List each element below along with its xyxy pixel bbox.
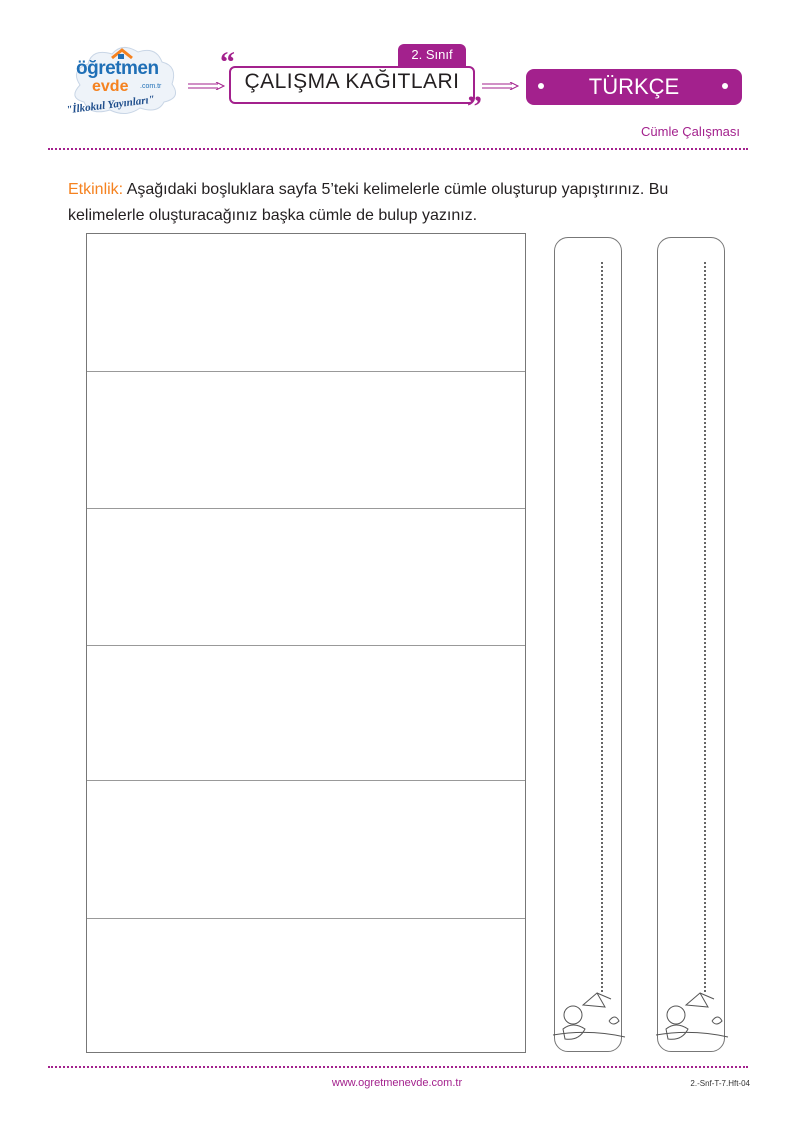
quote-open: “: [220, 46, 235, 79]
logo-wordmark-2: evde: [92, 78, 129, 95]
answer-row-divider: [87, 508, 525, 509]
logo-domain: .com.tr: [140, 83, 162, 90]
dotted-guide: [601, 262, 603, 992]
answer-row-divider: [87, 780, 525, 781]
instruction: [68, 177, 718, 229]
child-drawing-icon: [549, 985, 629, 1045]
bullet-dot: [538, 83, 544, 89]
answer-row-divider: [87, 645, 525, 646]
dotted-guide: [704, 262, 706, 992]
logo-wordmark: öğretmen: [76, 58, 159, 79]
page-title: ÇALIŞMA KAĞITLARI: [244, 70, 460, 93]
quote-close: ”: [467, 90, 482, 123]
instruction-label: Etkinlik:: [68, 181, 124, 198]
writing-strip[interactable]: [657, 237, 725, 1052]
logo-tagline: "İlkokul Yayınları": [65, 93, 156, 117]
grade-tab: 2. Sınıf: [398, 44, 466, 66]
subject-badge: TÜRKÇE: [526, 69, 742, 105]
footer-divider: [48, 1066, 748, 1068]
answer-row-divider: [87, 371, 525, 372]
child-drawing-icon: [652, 985, 732, 1045]
header-divider: [48, 148, 748, 150]
instruction-text: Aşağıdaki boşluklara sayfa 5’teki kelimelerle cümle oluşturup yapıştırınız. Bu kelimelerle oluşturacağınız başka cümle de bulup yazınız.: [68, 181, 669, 224]
double-arrow-icon: [482, 82, 520, 90]
bullet-dot: [722, 83, 728, 89]
double-arrow-icon: [188, 82, 226, 90]
footer-url[interactable]: www.ogretmenevde.com.tr: [331, 1077, 463, 1089]
answer-grid[interactable]: [86, 233, 526, 1053]
writing-strip[interactable]: [554, 237, 622, 1052]
footer-code: 2.-Snf-T-7.Hft-04: [690, 1079, 750, 1088]
topic-label: Cümle Çalışması: [641, 124, 740, 139]
answer-row-divider: [87, 918, 525, 919]
